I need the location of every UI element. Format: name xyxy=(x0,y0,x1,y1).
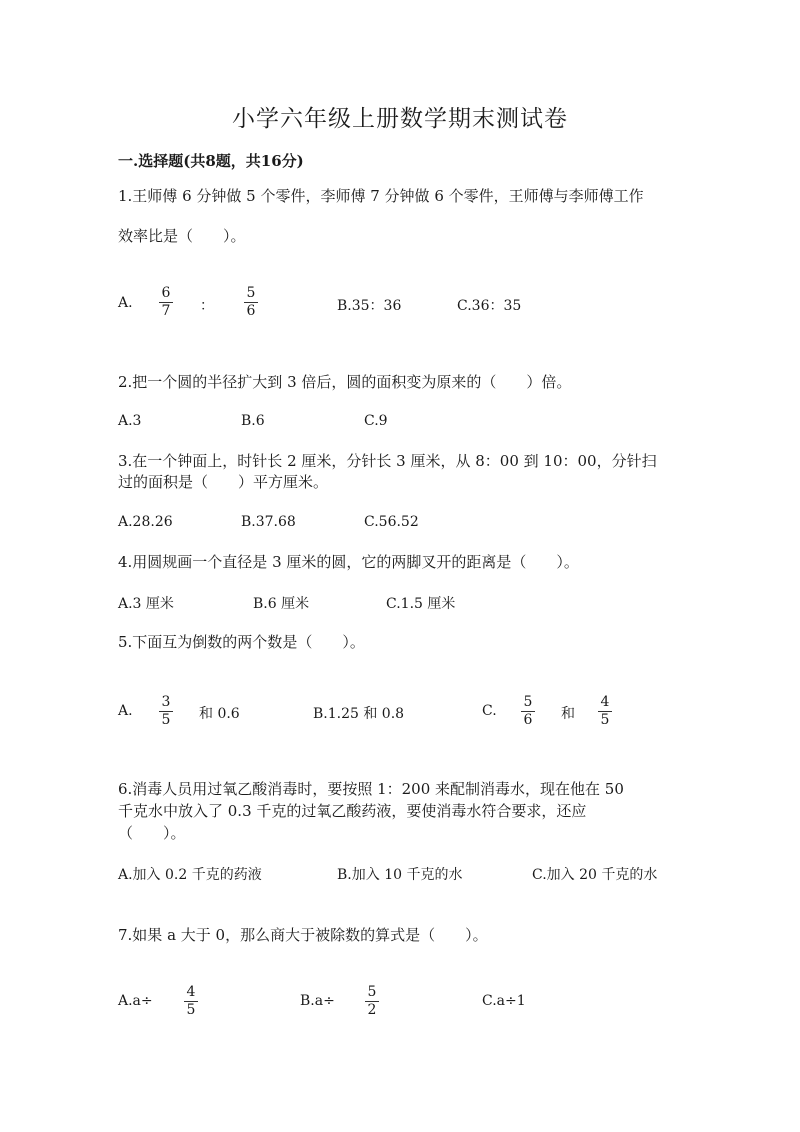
question-2-option-b: B.6 xyxy=(241,413,265,429)
question-5-option-b: B.1.25 和 0.8 xyxy=(313,706,405,722)
question-4-option-b: B.6 厘米 xyxy=(253,596,310,612)
fraction-numerator: 6 xyxy=(161,285,171,301)
question-1-text-line1: 1.王师傅 6 分钟做 5 个零件，李师傅 7 分钟做 6 个零件，王师傅与李师傅工作 xyxy=(118,187,644,205)
fraction-denominator: 5 xyxy=(186,1002,196,1018)
fraction-numerator: 4 xyxy=(600,694,610,710)
question-4-option-c: C.1.5 厘米 xyxy=(386,596,456,612)
question-7-option-a-label: A.a÷ xyxy=(118,993,153,1009)
question-1-text-line2: 效率比是（ ）。 xyxy=(118,227,246,245)
question-3-option-b: B.37.68 xyxy=(241,514,296,530)
fraction-numerator: 5 xyxy=(367,984,377,1000)
question-1-option-a-fraction-1 xyxy=(158,286,174,319)
question-2-text: 2.把一个圆的半径扩大到 3 倍后，圆的面积变为原来的（ ）倍。 xyxy=(118,373,572,391)
fraction-numerator: 4 xyxy=(186,984,196,1000)
question-5-option-c-label: C. xyxy=(482,703,497,719)
question-6-option-c: C.加入 20 千克的水 xyxy=(532,867,658,883)
question-1-option-b: B.35：36 xyxy=(337,298,402,314)
question-2-option-c: C.9 xyxy=(364,413,388,429)
question-5-text: 5.下面互为倒数的两个数是（ ）。 xyxy=(118,633,365,651)
question-7-option-c: C.a÷1 xyxy=(482,993,526,1009)
fraction-denominator: 2 xyxy=(367,1002,377,1018)
fraction-numerator: 5 xyxy=(246,285,256,301)
question-6-text-line3: （ ）。 xyxy=(118,824,186,842)
question-6-text-line1: 6.消毒人员用过氧乙酸消毒时，要按照 1：200 来配制消毒水，现在他在 50 xyxy=(118,780,624,798)
fraction-numerator: 3 xyxy=(161,694,171,710)
fraction-denominator: 5 xyxy=(600,712,610,728)
question-4-text: 4.用圆规画一个直径是 3 厘米的圆，它的两脚叉开的距离是（ ）。 xyxy=(118,553,579,571)
section-heading: 一.选择题(共8题，共16分) xyxy=(118,152,304,170)
fraction-denominator: 5 xyxy=(161,712,171,728)
question-2-option-a: A.3 xyxy=(118,413,142,429)
fraction-numerator: 5 xyxy=(523,694,533,710)
question-3-option-c: C.56.52 xyxy=(364,514,419,530)
question-6-text-line2: 千克水中放入了 0.3 千克的过氧乙酸药液，要使消毒水符合要求，还应 xyxy=(118,802,587,820)
fraction-denominator: 6 xyxy=(523,712,533,728)
question-1-option-a-colon: ： xyxy=(200,298,214,314)
question-6-option-b: B.加入 10 千克的水 xyxy=(337,867,463,883)
question-1-option-a-label: A. xyxy=(118,295,133,311)
question-1-option-a-fraction-2 xyxy=(243,286,259,319)
question-3-option-a: A.28.26 xyxy=(118,514,173,530)
question-7-option-b-fraction xyxy=(364,985,380,1018)
question-5-option-a-tail: 和 0.6 xyxy=(199,706,240,722)
question-5-option-a-fraction xyxy=(158,695,174,728)
question-7-text: 7.如果 a 大于 0，那么商大于被除数的算式是（ ）。 xyxy=(118,926,488,944)
question-7-option-b-label: B.a÷ xyxy=(300,993,335,1009)
question-1-option-c: C.36：35 xyxy=(457,298,522,314)
question-5-option-a-label: A. xyxy=(118,703,133,719)
fraction-denominator: 7 xyxy=(161,303,171,319)
question-5-option-c-fraction-2 xyxy=(597,695,613,728)
question-5-option-c-fraction-1 xyxy=(520,695,536,728)
question-6-option-a: A.加入 0.2 千克的药液 xyxy=(118,867,262,883)
question-3-text-line1: 3.在一个钟面上，时针长 2 厘米，分针长 3 厘米，从 8：00 到 10：00，分针扫 xyxy=(118,452,657,470)
question-5-option-c-and: 和 xyxy=(561,706,575,722)
question-7-option-a-fraction xyxy=(183,985,199,1018)
fraction-denominator: 6 xyxy=(246,303,256,319)
page-title: 小学六年级上册数学期末测试卷 xyxy=(232,106,568,132)
question-3-text-line2: 过的面积是（ ）平方厘米。 xyxy=(118,473,329,491)
question-4-option-a: A.3 厘米 xyxy=(118,596,174,612)
